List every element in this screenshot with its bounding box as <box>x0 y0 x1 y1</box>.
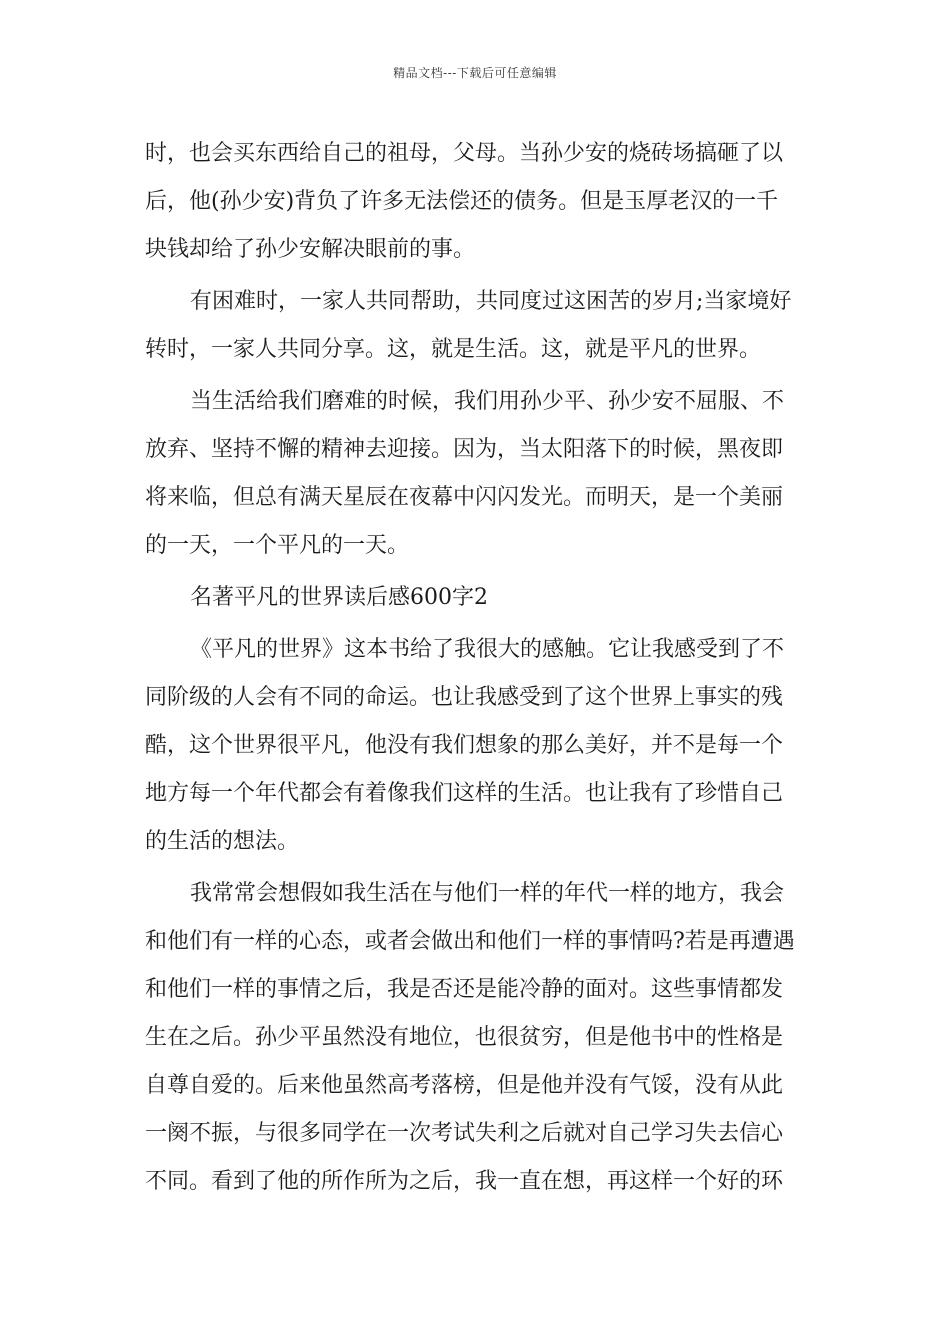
text-line: 后，他(孙少安)背负了许多无法偿还的债务。但是玉厚老汉的一千 <box>145 189 779 214</box>
text-line: 我常常会想假如我生活在与他们一样的年代一样的地方，我会 <box>190 881 785 906</box>
text-line: 生在之后。孙少平虽然没有地位，也很贫穷，但是他书中的性格是 <box>145 1025 784 1050</box>
text-line: 不同。看到了他的所作所为之后，我一直在想，再这样一个好的环 <box>145 1169 784 1194</box>
page-header: 精品文档---下载后可任意编辑 <box>393 66 557 80</box>
text-line: 块钱却给了孙少安解决眼前的事。 <box>145 237 476 262</box>
text-line: 和他们有一样的心态，或者会做出和他们一样的事情吗?若是再遭遇 <box>145 929 795 954</box>
text-line: 地方每一个年代都会有着像我们这样的生活。也让我有了珍惜自己 <box>145 781 784 806</box>
paragraph <box>145 278 810 374</box>
text-line: 时，也会买东西给自己的祖母，父母。当孙少安的烧砖场搞砸了以 <box>145 141 784 166</box>
text-line: 酷，这个世界很平凡，他没有我们想象的那么美好，并不是每一个 <box>145 733 784 758</box>
text-line: 自尊自爱的。后来他虽然高考落榜，但是他并没有气馁，没有从此 <box>145 1073 784 1098</box>
text-line: 《平凡的世界》这本书给了我很大的感触。它让我感受到了不 <box>190 637 785 662</box>
document-body <box>145 130 810 1206</box>
text-line: 和他们一样的事情之后，我是否还是能冷静的面对。这些事情都发 <box>145 977 784 1002</box>
text-line: 的生活的想法。 <box>145 829 300 854</box>
text-line: 当生活给我们磨难的时候，我们用孙少平、孙少安不屈服、不 <box>190 389 785 414</box>
paragraph <box>145 378 810 570</box>
paragraph <box>145 130 810 274</box>
text-line: 同阶级的人会有不同的命运。也让我感受到了这个世界上事实的残 <box>145 685 784 710</box>
text-line: 一阕不振，与很多同学在一次考试失利之后就对自己学习失去信心 <box>145 1121 784 1146</box>
text-line: 转时，一家人共同分享。这，就是生活。这，就是平凡的世界。 <box>145 337 762 362</box>
section-heading <box>145 574 810 622</box>
text-line: 名著平凡的世界读后感600字2 <box>190 585 488 610</box>
paragraph <box>145 870 810 1206</box>
text-line: 的一天，一个平凡的一天。 <box>145 533 410 558</box>
paragraph <box>145 626 810 866</box>
text-line: 放弃、坚持不懈的精神去迎接。因为，当太阳落下的时候，黑夜即 <box>145 437 784 462</box>
text-line: 将来临，但总有满天星辰在夜幕中闪闪发光。而明天，是一个美丽 <box>145 485 784 510</box>
text-line: 有困难时，一家人共同帮助，共同度过这困苦的岁月;当家境好 <box>190 289 792 314</box>
